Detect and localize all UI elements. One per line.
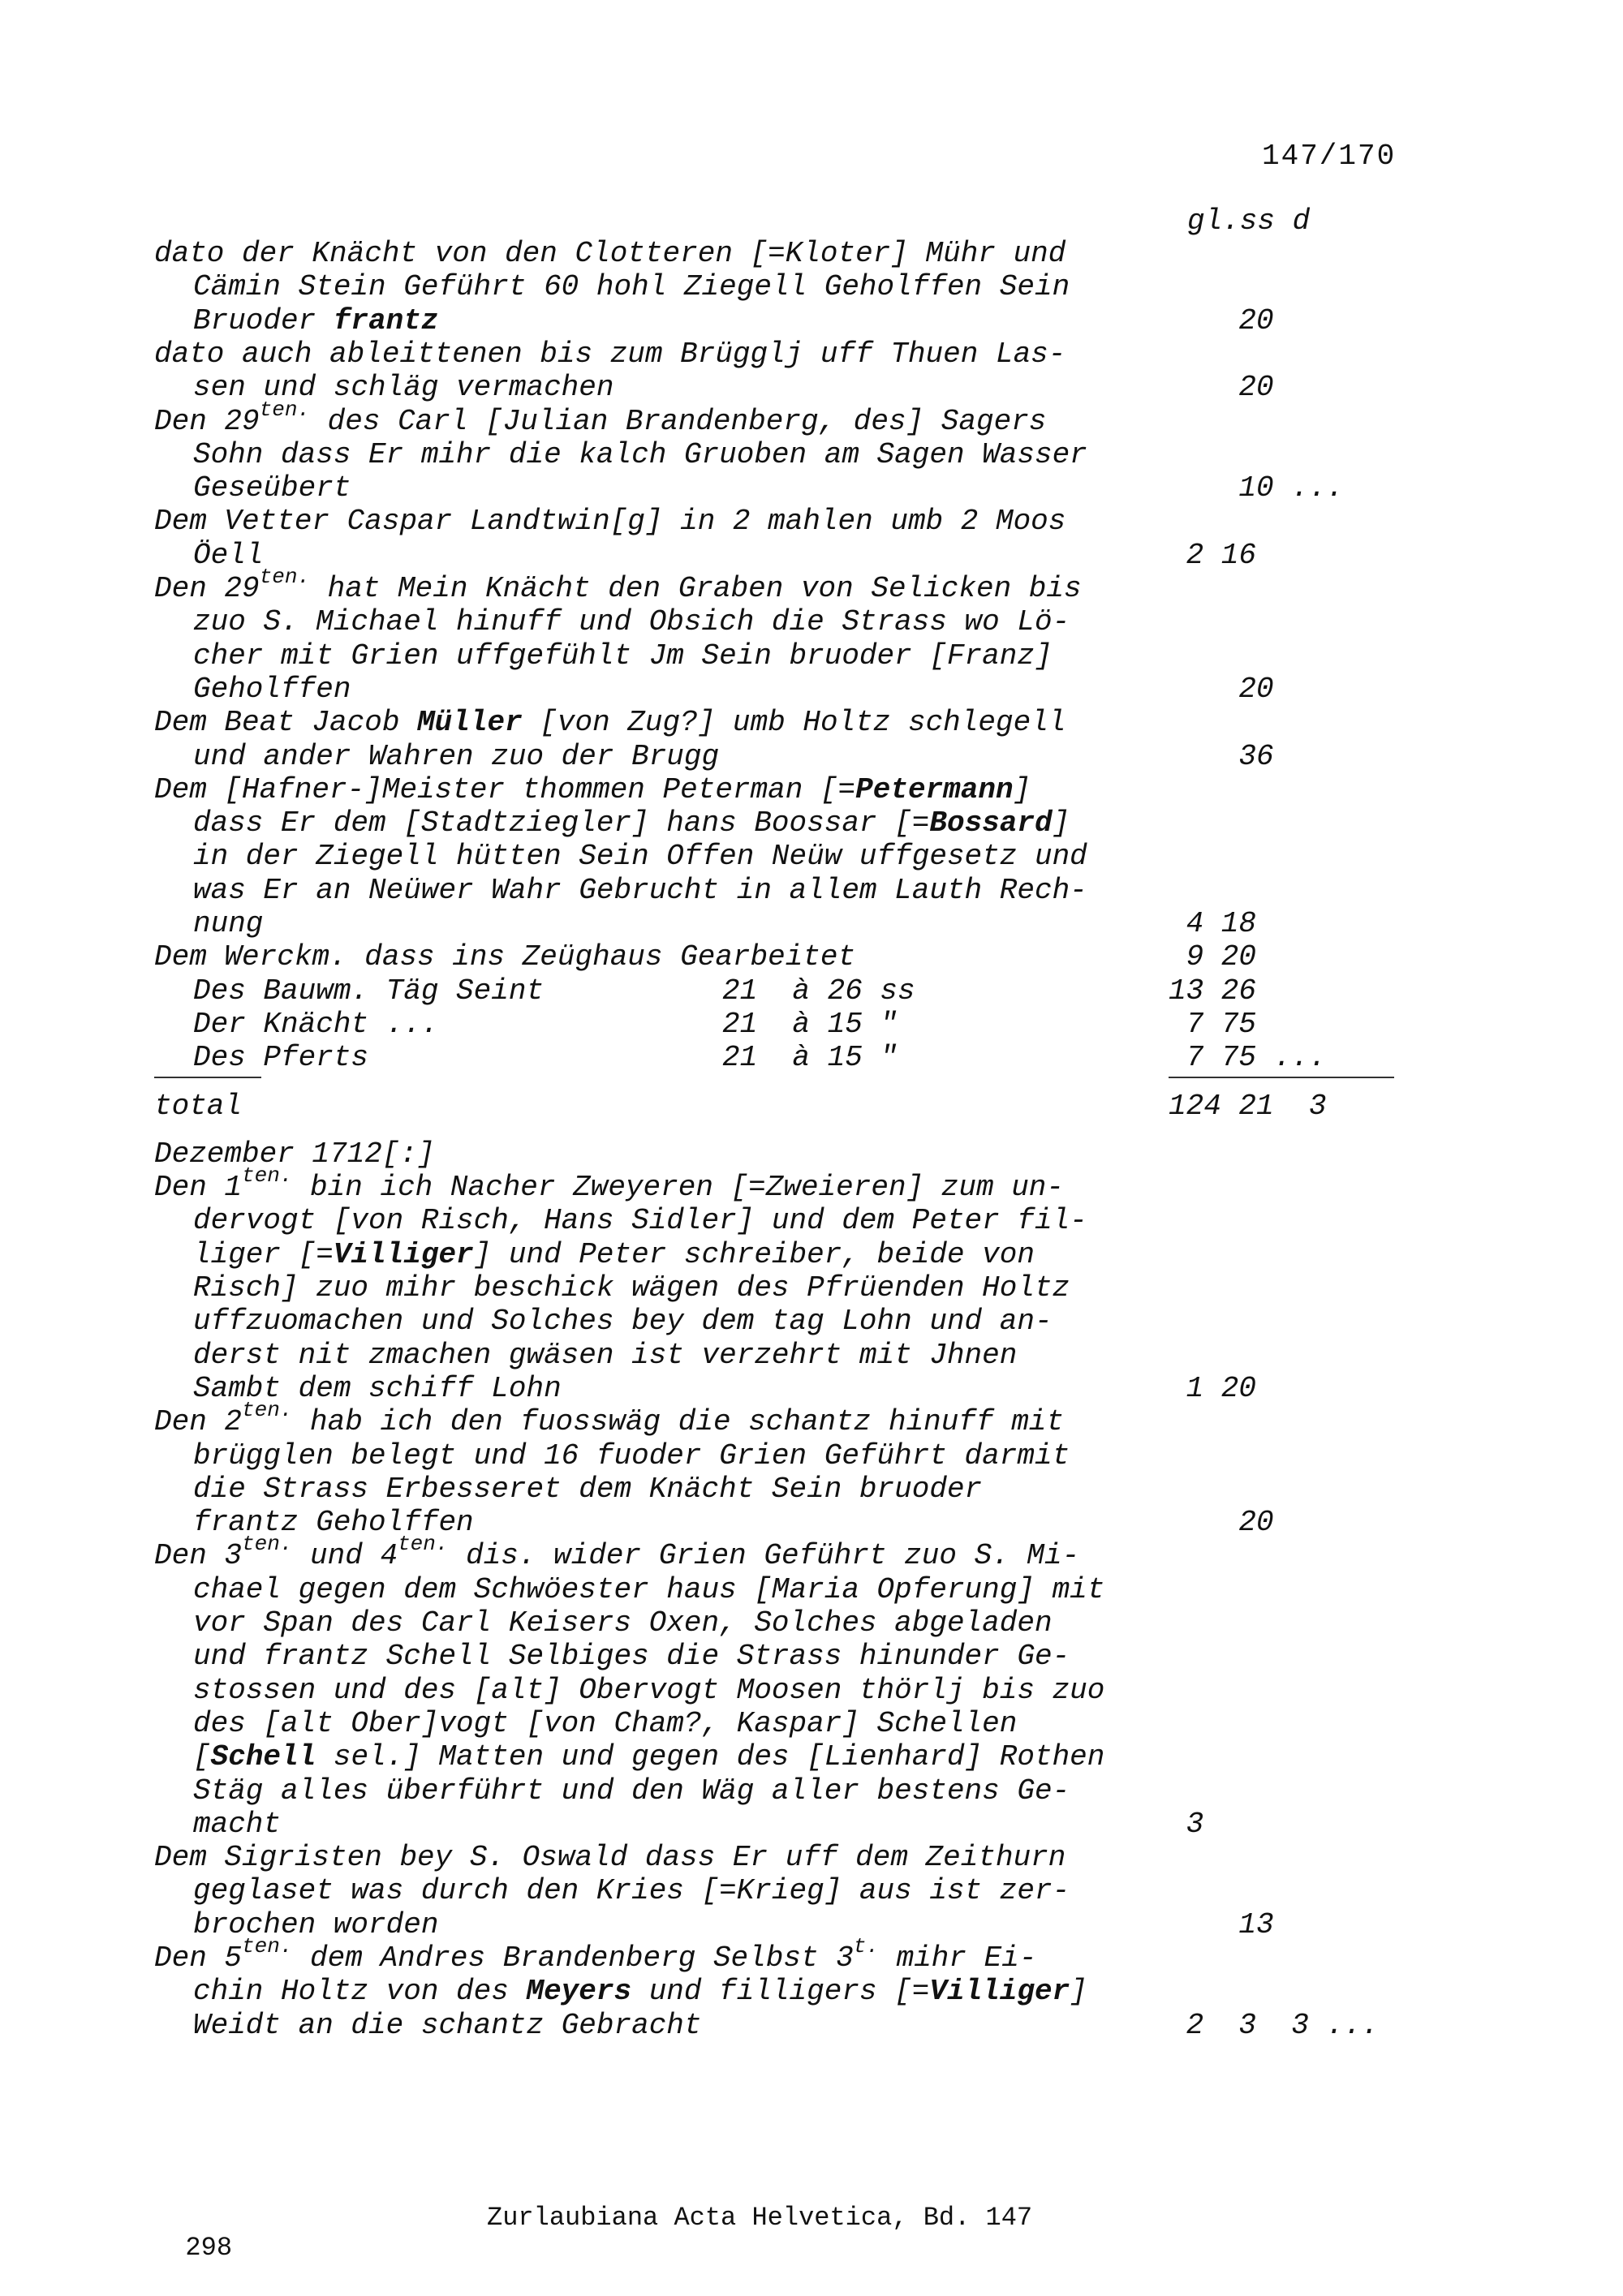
ledger-line bbox=[154, 840, 1420, 873]
entry-amount: 20 bbox=[1169, 672, 1274, 706]
entry-text bbox=[154, 397, 1047, 438]
entry-text-part: und frantz Schell Selbiges die Strass hinunder Ge- bbox=[193, 1640, 1070, 1674]
entry-text-part: Den 3 bbox=[154, 1539, 243, 1573]
rate-detail: 21 à 15 " bbox=[722, 1041, 898, 1075]
entry-text bbox=[154, 1573, 1104, 1606]
rate-detail: 21 à 26 ss bbox=[722, 974, 915, 1008]
entry-text-part: Des Bauwm. Täg Seint bbox=[193, 974, 545, 1008]
entry-text bbox=[154, 1271, 1070, 1305]
entry-text-part: Geseübert bbox=[193, 471, 351, 505]
ledger-line bbox=[154, 673, 1420, 706]
entry-text bbox=[154, 471, 351, 505]
ledger-line bbox=[154, 1398, 1420, 1439]
entry-text-part: was Er an Neüwer Wahr Gebrucht in allem Lauth Rech- bbox=[193, 873, 1087, 907]
entry-text-part: liger [= bbox=[193, 1237, 334, 1271]
entry-text-part: Risch] zuo mihr beschick wägen des Pfrüenden Holtz bbox=[193, 1271, 1070, 1305]
entry-text-part: bin ich Nacher Zweyeren [=Zweieren] zum un- bbox=[292, 1171, 1065, 1205]
ledger-line bbox=[154, 1908, 1420, 1941]
ledger-line bbox=[154, 1439, 1420, 1473]
entry-text-part: ] und Peter schreiber, beide von bbox=[473, 1237, 1035, 1271]
entry-text-part: stossen und des [alt] Obervogt Moosen thörlj bis zuo bbox=[193, 1673, 1105, 1707]
ledger-line bbox=[154, 1137, 1420, 1171]
ledger-line bbox=[154, 397, 1420, 438]
ledger-line bbox=[154, 1606, 1420, 1640]
entry-text-part: Sambt dem schiff Lohn bbox=[193, 1371, 562, 1405]
entry-text-part: Den 29 bbox=[154, 572, 260, 605]
entry-amount: 7 75 ... bbox=[1169, 1041, 1327, 1075]
entry-text-part: Dem [Hafner-]Meister thommen Peterman [= bbox=[154, 772, 856, 806]
entry-text-part: derst nit zmachen gwäsen ist verzehrt mit Jhnen bbox=[193, 1338, 1018, 1372]
entry-text-part: vor Span des Carl Keisers Oxen, Solches abgeladen bbox=[193, 1606, 1053, 1640]
entry-text bbox=[154, 639, 1053, 673]
total-rule-left bbox=[154, 1077, 261, 1078]
footer-title: Zurlaubiana Acta Helvetica, Bd. 147 bbox=[487, 2203, 1033, 2233]
entry-bold-name: Schell bbox=[210, 1740, 316, 1774]
ordinal-suffix: ten. bbox=[259, 397, 311, 422]
ledger-line bbox=[154, 270, 1420, 303]
entry-amount: 7 75 bbox=[1169, 1007, 1257, 1041]
entry-text-part: [ bbox=[193, 1740, 211, 1774]
entry-amount: 13 26 bbox=[1169, 974, 1257, 1008]
entry-text-part: Dezember 1712[:] bbox=[154, 1137, 435, 1171]
ledger-line bbox=[154, 1774, 1420, 1808]
ledger-line bbox=[154, 565, 1420, 605]
column-header: gl.ss d bbox=[1187, 204, 1311, 238]
entry-text-part: Weidt an die schantz Gebracht bbox=[193, 2008, 702, 2042]
entry-text-part: des [alt Ober]vogt [von Cham?, Kaspar] Schellen bbox=[193, 1706, 1018, 1740]
ledger-line bbox=[154, 371, 1420, 404]
ledger-line bbox=[154, 1008, 1420, 1041]
entry-text-part: Den 1 bbox=[154, 1171, 243, 1205]
entry-text-part: und 4 bbox=[292, 1539, 398, 1573]
entry-bold-name: Bossard bbox=[929, 806, 1053, 841]
ordinal-suffix: ten. bbox=[242, 1398, 293, 1423]
ledger-line bbox=[154, 1707, 1420, 1740]
entry-text-part: dato auch ableittenen bis zum Brügglj uff Thuen Las- bbox=[154, 337, 1066, 371]
entry-text bbox=[154, 304, 438, 338]
entry-text bbox=[154, 1238, 1035, 1271]
total-rule-right bbox=[1169, 1077, 1394, 1078]
ordinal-suffix: t. bbox=[853, 1934, 879, 1958]
entry-amount: 124 21 3 bbox=[1169, 1089, 1327, 1123]
entry-text-part: dato der Knächt von den Clotteren [=Kloter] Mühr und bbox=[154, 237, 1066, 270]
entry-bold-name: Villiger bbox=[929, 1975, 1070, 2009]
entry-text bbox=[154, 338, 1065, 371]
entry-amount: 4 18 bbox=[1169, 907, 1257, 940]
ledger-line bbox=[154, 1573, 1420, 1606]
ledger-line bbox=[154, 471, 1420, 505]
entry-text-part: und filligers [= bbox=[631, 1975, 930, 2009]
ledger-line bbox=[154, 1506, 1420, 1539]
entry-amount: 10 ... bbox=[1169, 471, 1345, 505]
entry-text-part: und ander Wahren zuo der Brugg bbox=[193, 739, 720, 773]
entry-text bbox=[154, 974, 544, 1008]
entry-text-part: Den 29 bbox=[154, 404, 260, 438]
entry-text-part: chin Holtz von des bbox=[193, 1975, 527, 2009]
entry-text-part: Des Pferts bbox=[193, 1041, 369, 1075]
entry-text-part: des Carl [Julian Brandenberg, des] Sagers bbox=[310, 404, 1047, 438]
ledger-line bbox=[154, 1532, 1420, 1573]
ledger-line bbox=[154, 1874, 1420, 1907]
ledger-line bbox=[154, 940, 1420, 974]
entry-text bbox=[154, 874, 1087, 907]
ledger-line bbox=[154, 1041, 1420, 1074]
ledger-line bbox=[154, 740, 1420, 773]
entry-text bbox=[154, 1305, 1053, 1338]
entry-text-part: Den 2 bbox=[154, 1405, 243, 1439]
entry-text-part: dervogt [von Risch, Hans Sidler] und dem Peter fil- bbox=[193, 1204, 1087, 1238]
entry-text-part: ] bbox=[1052, 806, 1070, 841]
ledger-line bbox=[154, 539, 1420, 572]
entry-text bbox=[154, 1808, 281, 1841]
entry-text-part: sen und schläg vermachen bbox=[193, 371, 614, 405]
entry-text bbox=[154, 1707, 1017, 1740]
entry-text bbox=[154, 438, 1087, 471]
entry-text bbox=[154, 773, 1031, 806]
entry-text-part: [von Zug?] umb Holtz schlegell bbox=[522, 706, 1066, 740]
entry-text bbox=[154, 1008, 438, 1041]
entry-text-part: ] bbox=[1070, 1975, 1087, 2009]
ledger-line bbox=[154, 1975, 1420, 2008]
ledger-line bbox=[154, 1305, 1420, 1338]
entry-amount: 20 bbox=[1169, 303, 1274, 338]
entry-text bbox=[154, 539, 263, 572]
entry-amount: 3 bbox=[1169, 1807, 1204, 1841]
entry-text bbox=[154, 1137, 435, 1171]
entry-text bbox=[154, 505, 1065, 538]
entry-text bbox=[154, 806, 1070, 840]
ledger-line bbox=[154, 639, 1420, 673]
entry-text bbox=[154, 740, 719, 773]
entry-text bbox=[154, 1372, 562, 1405]
entry-text bbox=[154, 1908, 438, 1941]
entry-text bbox=[154, 371, 613, 404]
entry-bold-name: Meyers bbox=[526, 1975, 632, 2009]
entry-text-part: brügglen belegt und 16 fuoder Grien Geführt darmit bbox=[193, 1438, 1070, 1473]
ledger-line bbox=[154, 1271, 1420, 1305]
entry-text bbox=[154, 706, 1065, 739]
entry-text bbox=[154, 1532, 1080, 1573]
entry-text bbox=[154, 1841, 1065, 1874]
entry-text bbox=[154, 1204, 1087, 1237]
entry-amount: 9 20 bbox=[1169, 940, 1257, 974]
entry-text-part: hat Mein Knächt den Graben von Selicken bis bbox=[310, 572, 1082, 605]
entry-text-part: in der Ziegell hütten Sein Offen Neüw uffgesetz und bbox=[193, 840, 1087, 874]
entry-text-part: Stäg alles überführt und den Wäg aller bestens Ge- bbox=[193, 1774, 1070, 1808]
entry-text-part: Sohn dass Er mihr die kalch Gruoben am Sagen Wasser bbox=[193, 437, 1087, 471]
entry-text bbox=[154, 1975, 1087, 2008]
entry-bold-name: Villiger bbox=[333, 1237, 474, 1271]
entry-amount: 20 bbox=[1169, 1506, 1274, 1540]
entry-text bbox=[154, 1606, 1053, 1640]
ordinal-suffix: ten. bbox=[398, 1532, 449, 1557]
entry-text bbox=[154, 840, 1087, 873]
entry-text-part: chael gegen dem Schwöester haus [Maria Opferung] mit bbox=[193, 1572, 1105, 1606]
ledger-line bbox=[154, 438, 1420, 471]
entry-text bbox=[154, 1163, 1065, 1205]
entry-text-part: Den 5 bbox=[154, 1941, 243, 1975]
ordinal-suffix: ten. bbox=[242, 1934, 293, 1958]
entry-text-part: Geholffen bbox=[193, 672, 351, 706]
page-footer bbox=[154, 2203, 1033, 2293]
ledger-line bbox=[154, 1740, 1420, 1774]
entry-text-part: Der Knächt ... bbox=[193, 1007, 439, 1041]
ledger-line bbox=[154, 1674, 1420, 1707]
entry-text bbox=[154, 1398, 1065, 1439]
entry-text bbox=[154, 1473, 982, 1506]
entry-amount: 2 16 bbox=[1169, 538, 1257, 572]
entry-amount: 13 bbox=[1169, 1907, 1274, 1941]
entry-text bbox=[154, 1740, 1104, 1774]
entry-bold-name: Petermann bbox=[855, 772, 1014, 806]
entry-text-part: sel.] Matten und gegen des [Lienhard] Rothen bbox=[316, 1740, 1105, 1774]
entry-amount: 1 20 bbox=[1169, 1371, 1257, 1405]
entry-text-part: zuo S. Michael hinuff und Obsich die Strass wo Lö- bbox=[193, 605, 1070, 639]
entry-text bbox=[154, 907, 263, 940]
entry-text-part: macht bbox=[193, 1807, 282, 1841]
ledger-line bbox=[154, 1163, 1420, 1205]
ledger-line bbox=[154, 1473, 1420, 1506]
entry-text-part: brochen worden bbox=[193, 1907, 439, 1941]
entry-text bbox=[154, 237, 1065, 270]
entry-amount: 2 3 3 ... bbox=[1169, 2008, 1380, 2042]
entry-text-part: geglaset was durch den Kries [=Krieg] aus ist zer- bbox=[193, 1874, 1070, 1908]
entry-text bbox=[154, 1774, 1070, 1808]
entry-text bbox=[154, 605, 1070, 638]
ledger-line bbox=[154, 1640, 1420, 1673]
entry-text-part: dem Andres Brandenberg Selbst 3 bbox=[292, 1941, 854, 1975]
ledger-line bbox=[154, 773, 1420, 806]
entry-text-part: ] bbox=[1013, 772, 1031, 806]
entry-text-part: mihr Ei- bbox=[878, 1941, 1037, 1975]
ledger-line bbox=[154, 874, 1420, 907]
entry-text-part: frantz Geholffen bbox=[193, 1506, 474, 1540]
entry-text bbox=[154, 1339, 1017, 1372]
ledger-line bbox=[154, 1841, 1420, 1874]
entry-text bbox=[154, 2009, 702, 2042]
ordinal-suffix: ten. bbox=[242, 1532, 293, 1557]
entry-text-part: total bbox=[154, 1089, 243, 1123]
ledger-line bbox=[154, 1934, 1420, 1975]
ledger-line bbox=[154, 1372, 1420, 1405]
entry-text bbox=[154, 1874, 1070, 1907]
ledger-line bbox=[154, 806, 1420, 840]
ledger-line bbox=[154, 505, 1420, 538]
entry-text-part: Cämin Stein Geführt 60 hohl Ziegell Geholffen Sein bbox=[193, 270, 1070, 304]
entry-text bbox=[154, 1674, 1104, 1707]
entry-text bbox=[154, 565, 1082, 605]
entry-bold-name: frantz bbox=[333, 303, 439, 338]
entry-text bbox=[154, 1640, 1070, 1673]
entry-amount: 36 bbox=[1169, 739, 1274, 773]
ledger-line bbox=[154, 907, 1420, 940]
page-number: 147/170 bbox=[1262, 140, 1397, 173]
entry-bold-name: Müller bbox=[417, 706, 523, 740]
ledger-line bbox=[154, 304, 1420, 338]
entry-text bbox=[154, 270, 1070, 303]
ledger-line bbox=[154, 1238, 1420, 1271]
entry-text-part: Dem Beat Jacob bbox=[154, 706, 418, 740]
entry-text-part: dis. wider Grien Geführt zuo S. Mi- bbox=[448, 1539, 1080, 1573]
ordinal-suffix: ten. bbox=[259, 565, 311, 589]
entry-text-part: uffzuomachen und Solches bey dem tag Lohn und an- bbox=[193, 1305, 1053, 1339]
entry-text-part: Dem Werckm. dass ins Zeüghaus Gearbeitet bbox=[154, 940, 856, 974]
ledger-line bbox=[154, 1204, 1420, 1237]
ordinal-suffix: ten. bbox=[242, 1163, 293, 1189]
entry-text bbox=[154, 673, 351, 706]
entry-text-part: dass Er dem [Stadtziegler] hans Boossar [= bbox=[193, 806, 930, 841]
ledger-line bbox=[154, 237, 1420, 270]
ledger-line bbox=[154, 974, 1420, 1008]
entry-text bbox=[154, 1041, 368, 1074]
entry-text-part: die Strass Erbesseret dem Knächt Sein bruoder bbox=[193, 1472, 983, 1506]
ledger-line bbox=[154, 1808, 1420, 1841]
rate-detail: 21 à 15 " bbox=[722, 1007, 898, 1041]
ledger-line bbox=[154, 706, 1420, 739]
entry-text-part: Dem Vetter Caspar Landtwin[g] in 2 mahlen umb 2 Moos bbox=[154, 505, 1066, 539]
ledger-line bbox=[154, 1339, 1420, 1372]
entry-text-part: Bruoder bbox=[193, 303, 334, 338]
entry-text bbox=[154, 1090, 242, 1123]
entry-text-part: nung bbox=[193, 907, 264, 940]
entry-text bbox=[154, 1934, 1037, 1975]
entry-text-part: hab ich den fuosswäg die schantz hinuff mit bbox=[292, 1405, 1065, 1439]
entry-amount: 20 bbox=[1169, 371, 1274, 405]
entry-text bbox=[154, 940, 855, 974]
entry-text-part: cher mit Grien uffgefühlt Jm Sein bruoder [Franz] bbox=[193, 638, 1053, 673]
entry-text-part: Dem Sigristen bey S. Oswald dass Er uff dem Zeithurn bbox=[154, 1841, 1066, 1875]
entry-text bbox=[154, 1439, 1070, 1473]
ledger-line bbox=[154, 338, 1420, 371]
ledger-line bbox=[154, 2009, 1420, 2042]
ledger-line bbox=[154, 605, 1420, 638]
entry-text-part: Öell bbox=[193, 538, 264, 572]
ledger-line bbox=[154, 1090, 1420, 1123]
footer-page-number: 298 bbox=[185, 2233, 233, 2263]
